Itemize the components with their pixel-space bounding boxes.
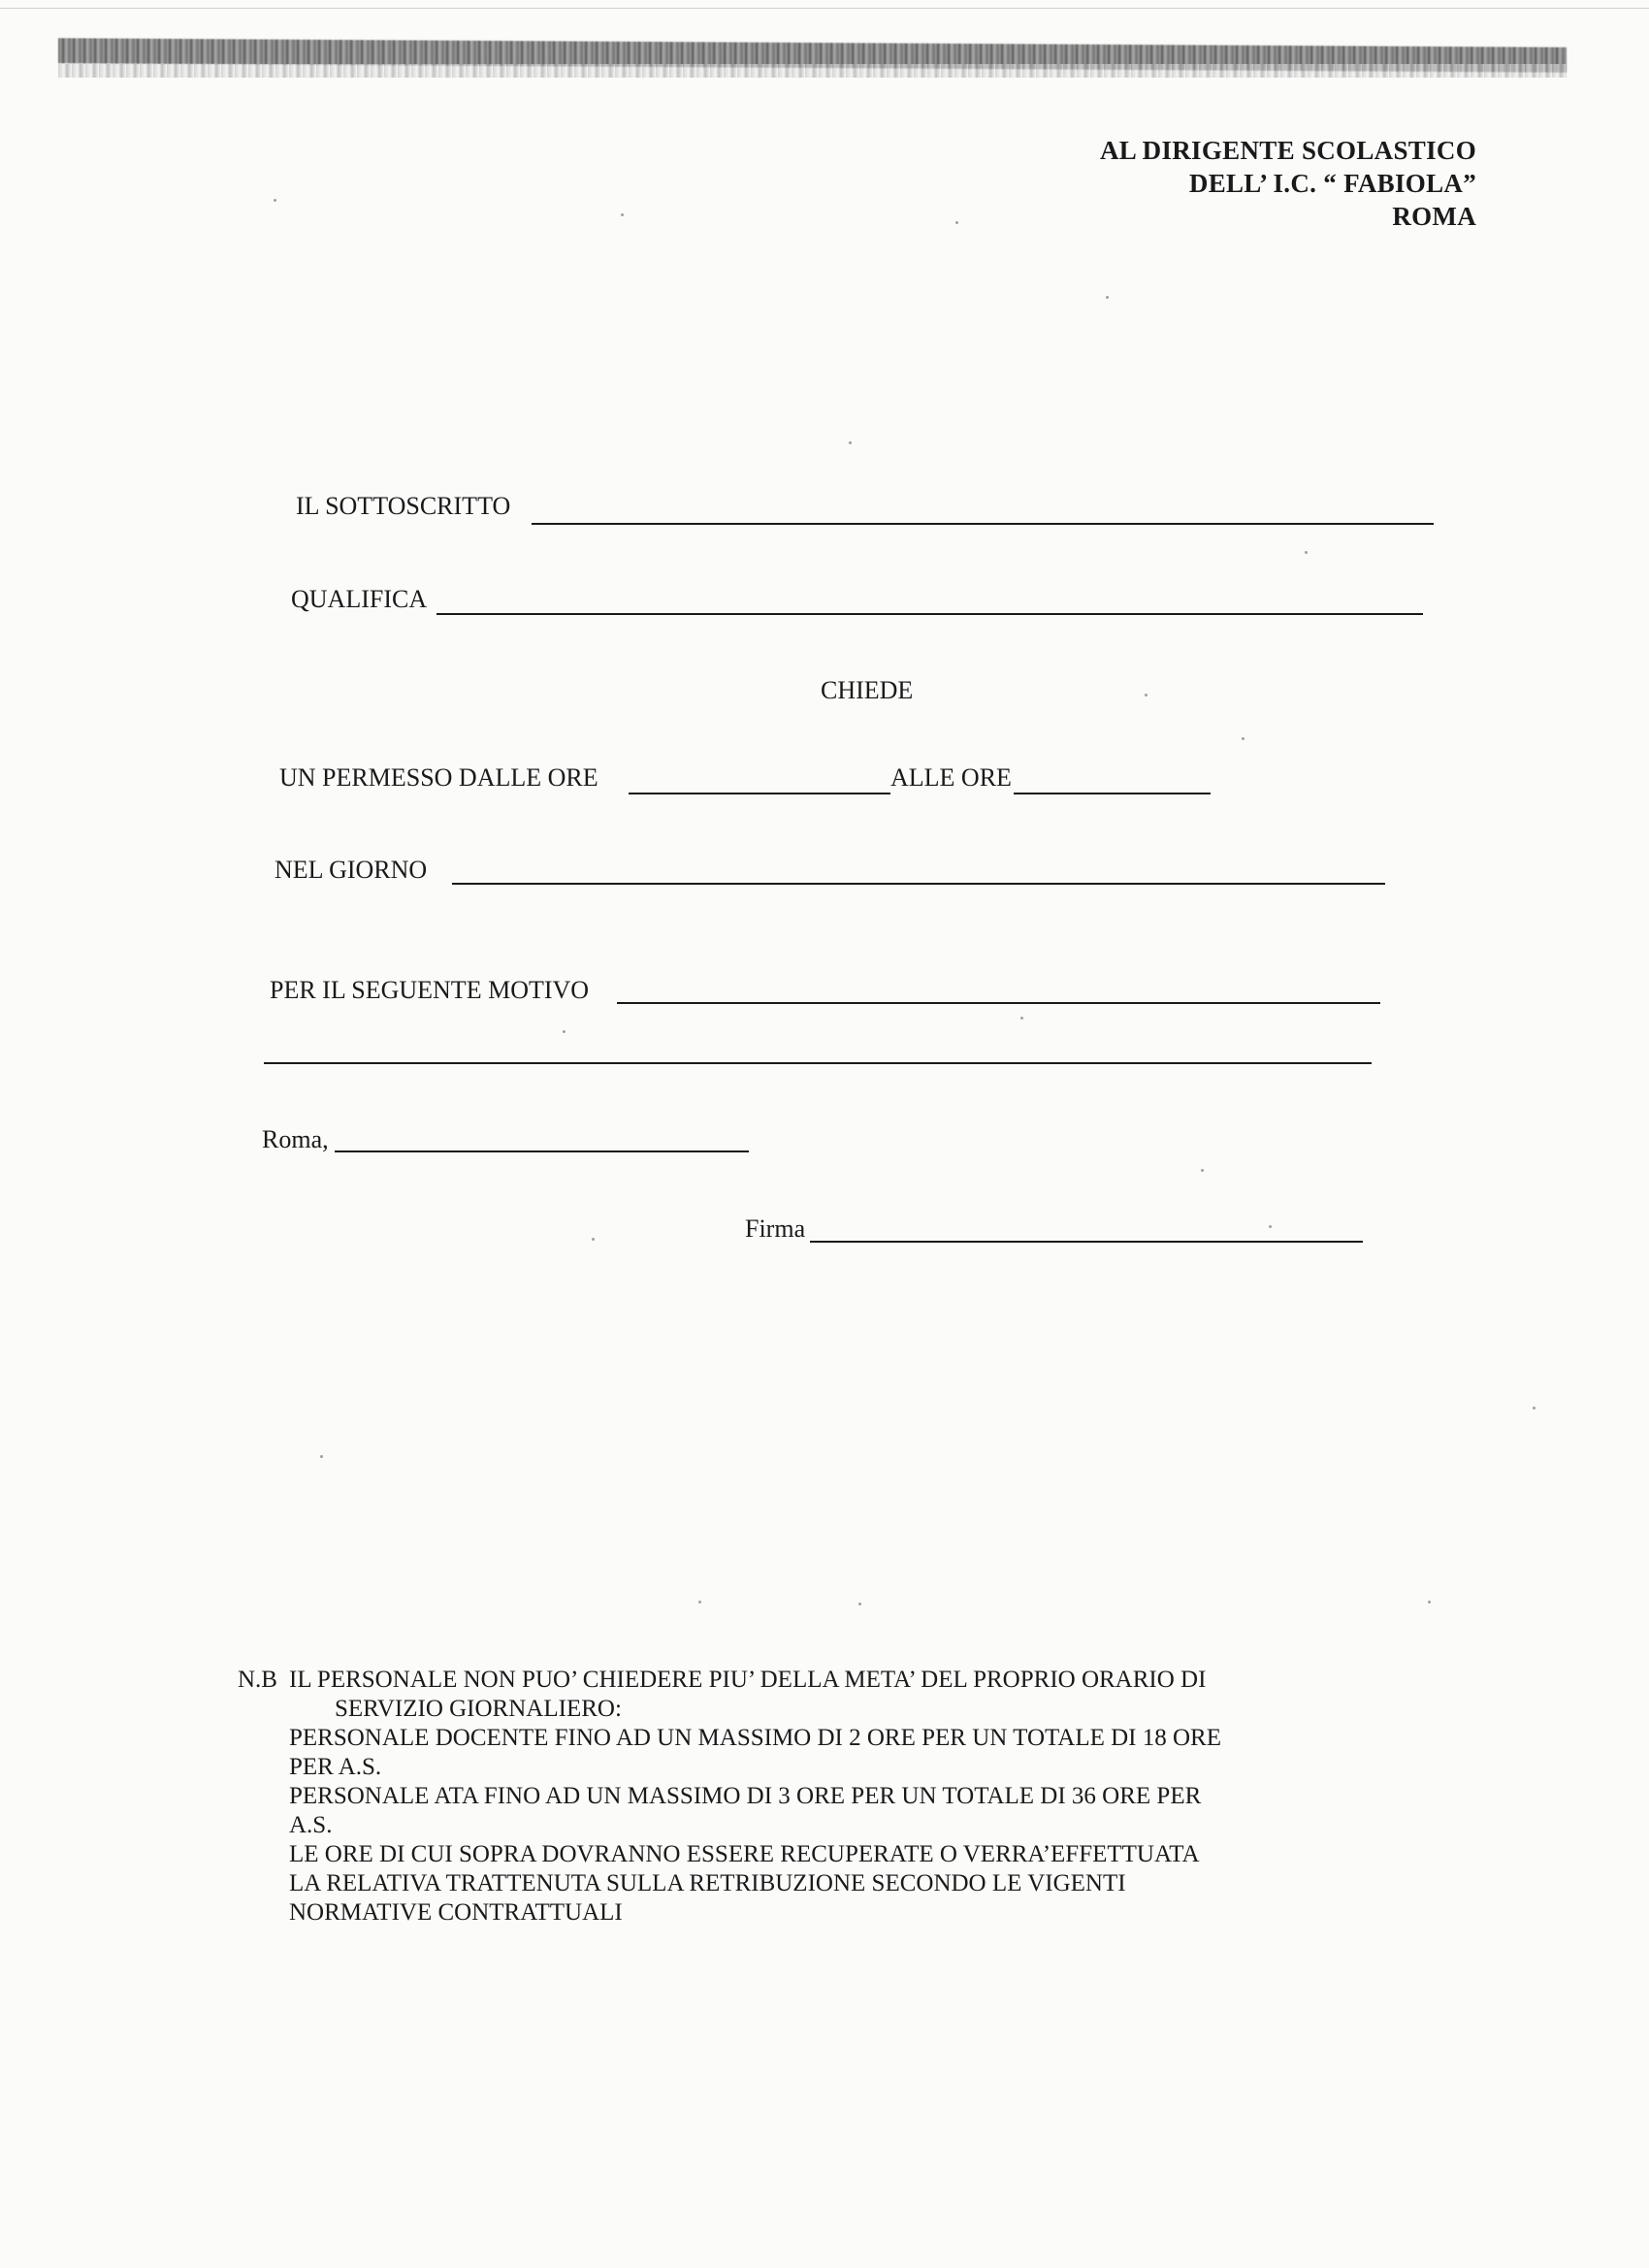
recipient-line-1: AL DIRIGENTE SCOLASTICO bbox=[1099, 136, 1476, 165]
scan-speck bbox=[849, 441, 852, 444]
recipient-address bbox=[1100, 134, 1476, 233]
nb-line-9: NORMATIVE CONTRATTUALI bbox=[289, 1899, 623, 1926]
dalle-ore-line[interactable] bbox=[629, 793, 890, 794]
firma-line[interactable] bbox=[810, 1241, 1363, 1243]
nb-line-1: IL PERSONALE NON PUO’ CHIEDERE PIU’ DELLA META’ DEL PROPRIO ORARIO DI bbox=[289, 1667, 1207, 1693]
roma-date-line[interactable] bbox=[335, 1150, 749, 1152]
firma-label: Firma bbox=[745, 1215, 806, 1243]
scan-speck bbox=[955, 221, 958, 224]
nota-bene bbox=[238, 1666, 1363, 1928]
nb-line-7: LE ORE DI CUI SOPRA DOVRANNO ESSERE RECUPERATE O VERRA’EFFETTUATA bbox=[289, 1841, 1200, 1867]
scan-speck bbox=[1201, 1169, 1204, 1172]
scan-header-band-fade bbox=[58, 64, 1567, 78]
motivo-line-2[interactable] bbox=[264, 1062, 1372, 1064]
qualifica-line[interactable] bbox=[436, 613, 1423, 615]
scan-speck bbox=[1428, 1601, 1431, 1604]
scan-edge-line bbox=[0, 8, 1649, 9]
scan-speck bbox=[1106, 296, 1109, 299]
nb-line-4: PER A.S. bbox=[289, 1754, 382, 1780]
nb-line-6: A.S. bbox=[289, 1812, 333, 1838]
alle-ore-label: ALLE ORE bbox=[890, 763, 1012, 792]
scan-speck bbox=[274, 199, 276, 202]
scan-speck bbox=[1269, 1225, 1272, 1228]
scan-speck bbox=[563, 1030, 566, 1033]
roma-label: Roma, bbox=[262, 1125, 329, 1153]
scan-speck bbox=[1242, 737, 1245, 740]
motivo-line-1[interactable] bbox=[617, 1002, 1380, 1004]
recipient-line-2: DELL’ I.C. “ FABIOLA” bbox=[1188, 169, 1476, 198]
scan-speck bbox=[858, 1603, 861, 1605]
nb-prefix: N.B bbox=[238, 1667, 277, 1693]
scan-speck bbox=[621, 213, 624, 216]
alle-ore-line[interactable] bbox=[1014, 793, 1211, 794]
recipient-line-3: ROMA bbox=[1392, 202, 1476, 231]
giorno-label: NEL GIORNO bbox=[275, 856, 428, 884]
nb-line-8: LA RELATIVA TRATTENUTA SULLA RETRIBUZIONE SECONDO LE VIGENTI bbox=[289, 1870, 1126, 1896]
giorno-line[interactable] bbox=[452, 883, 1385, 885]
scan-speck bbox=[1305, 551, 1308, 554]
nb-line-5: PERSONALE ATA FINO AD UN MASSIMO DI 3 ORE PER UN TOTALE DI 36 ORE PER bbox=[289, 1783, 1202, 1809]
motivo-label: PER IL SEGUENTE MOTIVO bbox=[270, 976, 590, 1004]
scan-speck bbox=[1533, 1407, 1536, 1409]
qualifica-label: QUALIFICA bbox=[291, 585, 428, 613]
nb-line-2: SERVIZIO GIORNALIERO: bbox=[335, 1696, 622, 1722]
scan-speck bbox=[698, 1601, 701, 1604]
scan-speck bbox=[1145, 694, 1148, 697]
scan-speck bbox=[1020, 1017, 1023, 1020]
sottoscritto-label: IL SOTTOSCRITTO bbox=[296, 492, 511, 520]
scan-speck bbox=[592, 1238, 595, 1241]
sottoscritto-line[interactable] bbox=[532, 523, 1434, 525]
chiede-heading: CHIEDE bbox=[821, 676, 914, 704]
nb-line-3: PERSONALE DOCENTE FINO AD UN MASSIMO DI 2 ORE PER UN TOTALE DI 18 ORE bbox=[289, 1725, 1221, 1751]
scan-speck bbox=[320, 1455, 323, 1458]
permesso-label: UN PERMESSO DALLE ORE bbox=[279, 763, 598, 792]
